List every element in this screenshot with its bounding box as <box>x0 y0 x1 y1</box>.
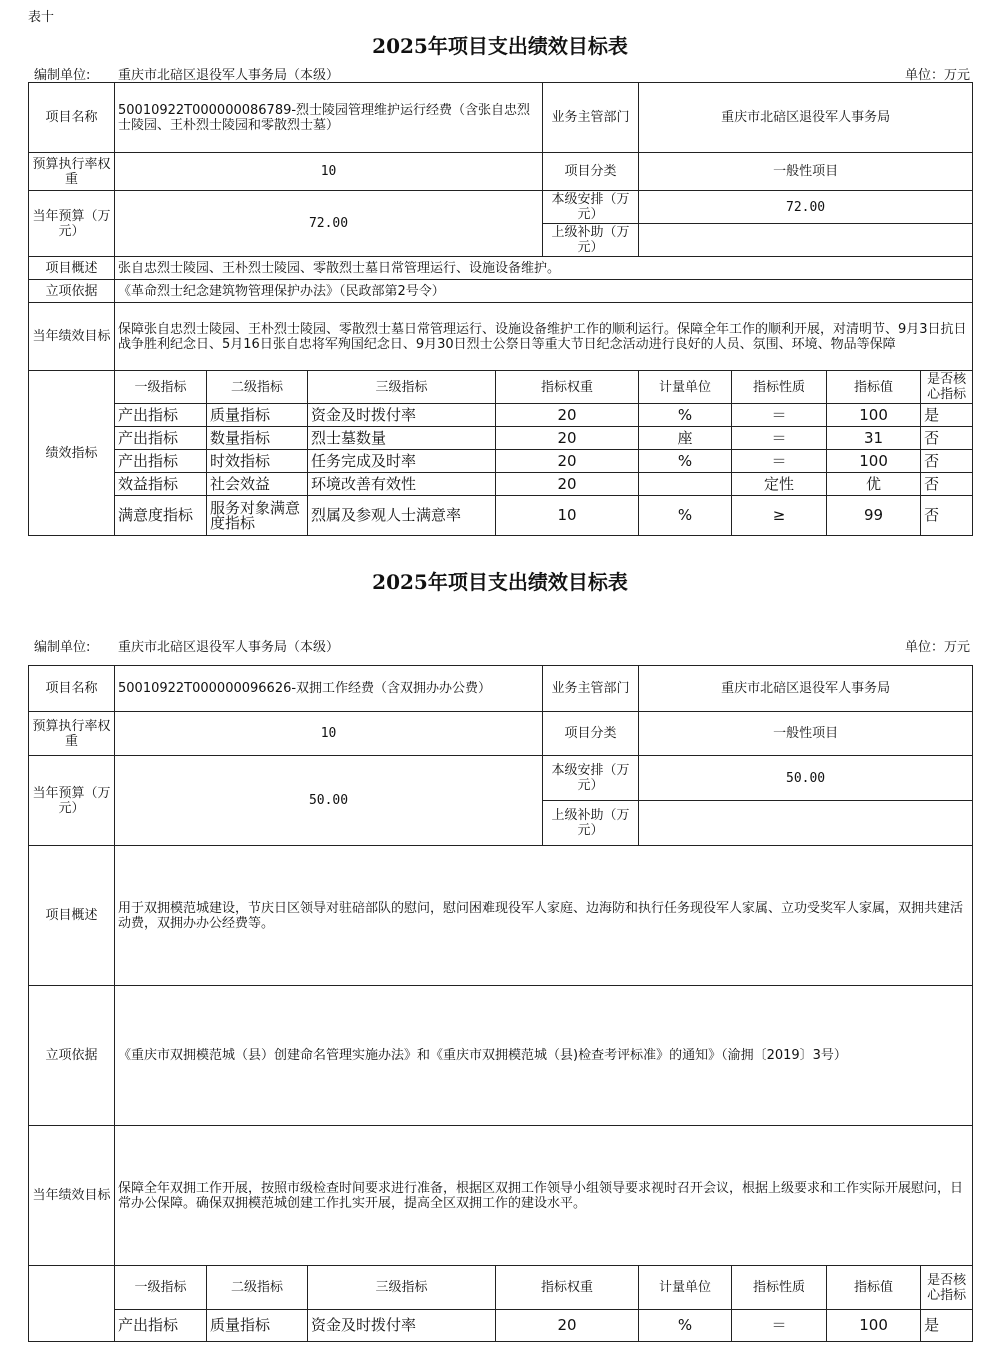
cell-level3: 资金及时拨付率 <box>308 404 496 427</box>
cell-nature: ＝ <box>732 1310 827 1342</box>
cell-level2: 质量指标 <box>207 404 308 427</box>
cell-level1: 产出指标 <box>115 427 207 450</box>
label-upper: 上级补助（万元） <box>543 224 639 257</box>
label-basis: 立项依据 <box>29 280 115 303</box>
label-overview: 项目概述 <box>29 846 115 986</box>
cell-level1: 效益指标 <box>115 473 207 496</box>
cell-level1: 满意度指标 <box>115 496 207 536</box>
project-name: 50010922T000000096626-双拥工作经费（含双拥办办公费） <box>115 666 543 712</box>
upper-value <box>639 224 973 257</box>
overview-value: 用于双拥模范城建设，节庆日区领导对驻碚部队的慰问，慰问困难现役军人家庭、边海防和执行任务现役军人家属、立功受奖军人家属，双拥共建活动费，双拥办办公经费等。 <box>115 846 973 986</box>
project-name: 50010922T000000086789-烈士陵园管理维护运行经费（含张自忠烈士陵园、王朴烈士陵园和零散烈士墓） <box>115 83 543 153</box>
header-weight: 指标权重 <box>496 1266 639 1310</box>
table1-title: 2025年项目支出绩效目标表 <box>372 34 628 58</box>
label-project-name: 项目名称 <box>29 83 115 153</box>
table-row <box>29 1310 973 1342</box>
cell-level1: 产出指标 <box>115 404 207 427</box>
cell-level2: 时效指标 <box>207 450 308 473</box>
cell-unit: % <box>639 450 732 473</box>
category-value: 一般性项目 <box>639 153 973 191</box>
label-local: 本级安排（万元） <box>543 191 639 224</box>
cell-core: 否 <box>921 427 973 450</box>
cell-level3: 任务完成及时率 <box>308 450 496 473</box>
label-local: 本级安排（万元） <box>543 756 639 801</box>
weight-value: 10 <box>115 153 543 191</box>
table2-title: 2025年项目支出绩效目标表 <box>372 570 628 594</box>
cell-level3: 资金及时拨付率 <box>308 1310 496 1342</box>
table2-unit: 单位：万元 <box>904 640 970 655</box>
header-nature: 指标性质 <box>732 371 827 404</box>
table-row <box>29 496 973 536</box>
header-unit: 计量单位 <box>639 371 732 404</box>
table-row <box>29 427 973 450</box>
cell-weight: 10 <box>496 496 639 536</box>
cell-level1: 产出指标 <box>115 1310 207 1342</box>
label-goal: 当年绩效目标 <box>29 1126 115 1266</box>
cell-level2: 服务对象满意度指标 <box>207 496 308 536</box>
label-dept: 业务主管部门 <box>543 666 639 712</box>
cell-level2: 社会效益 <box>207 473 308 496</box>
table2 <box>28 665 973 1342</box>
header-level1: 一级指标 <box>115 371 207 404</box>
cell-nature: ＝ <box>732 427 827 450</box>
label-weight: 预算执行率权重 <box>29 712 115 756</box>
table2-compiler-label: 编制单位: <box>34 640 91 655</box>
header-core: 是否核心指标 <box>921 371 973 404</box>
table-row <box>29 450 973 473</box>
cell-weight: 20 <box>496 404 639 427</box>
cell-unit: 座 <box>639 427 732 450</box>
cell-nature: ＝ <box>732 450 827 473</box>
header-level2: 二级指标 <box>207 371 308 404</box>
cell-value: 100 <box>827 1310 921 1342</box>
table2-compiler-value: 重庆市北碚区退役军人事务局（本级） <box>118 640 340 655</box>
local-value: 72.00 <box>639 191 973 224</box>
table1 <box>28 82 973 536</box>
cell-level3: 烈士墓数量 <box>308 427 496 450</box>
cell-core: 是 <box>921 404 973 427</box>
cell-level2: 质量指标 <box>207 1310 308 1342</box>
table-row <box>29 473 973 496</box>
cell-level3: 环境改善有效性 <box>308 473 496 496</box>
header-weight: 指标权重 <box>496 371 639 404</box>
cell-unit: % <box>639 404 732 427</box>
category-value: 一般性项目 <box>639 712 973 756</box>
budget-value: 72.00 <box>115 191 543 257</box>
header-level2: 二级指标 <box>207 1266 308 1310</box>
label-indicators: 绩效指标 <box>29 371 115 536</box>
cell-weight: 20 <box>496 1310 639 1342</box>
label-weight: 预算执行率权重 <box>29 153 115 191</box>
table1-compiler-value: 重庆市北碚区退役军人事务局（本级） <box>118 68 340 83</box>
label-dept: 业务主管部门 <box>543 83 639 153</box>
goal-value: 保障张自忠烈士陵园、王朴烈士陵园、零散烈士墓日常管理运行、设施设备维护工作的顺利运行。保障全年工作的顺利开展，对清明节、9月3日抗日战争胜利纪念日、5月16日张自忠将军殉国纪念日、9月30日烈士公祭日等重大节日纪念活动进行良好的人员、氛围、环境、物品等保障 <box>115 303 973 371</box>
cell-unit: % <box>639 1310 732 1342</box>
cell-weight: 20 <box>496 427 639 450</box>
cell-weight: 20 <box>496 473 639 496</box>
dept-value: 重庆市北碚区退役军人事务局 <box>639 83 973 153</box>
cell-value: 100 <box>827 450 921 473</box>
cell-nature: ＝ <box>732 404 827 427</box>
cell-value: 100 <box>827 404 921 427</box>
header-core: 是否核心指标 <box>921 1266 973 1310</box>
header-level3: 三级指标 <box>308 1266 496 1310</box>
cell-value: 99 <box>827 496 921 536</box>
label-budget: 当年预算（万元） <box>29 756 115 846</box>
cell-level1: 产出指标 <box>115 450 207 473</box>
label-upper: 上级补助（万元） <box>543 801 639 846</box>
label-category: 项目分类 <box>543 712 639 756</box>
cell-level3: 烈属及参观人士满意率 <box>308 496 496 536</box>
basis-value: 《革命烈士纪念建筑物管理保护办法》（民政部第2号令） <box>115 280 973 303</box>
label-basis: 立项依据 <box>29 986 115 1126</box>
page-label: 表十 <box>28 10 55 25</box>
table-row <box>29 404 973 427</box>
header-level1: 一级指标 <box>115 1266 207 1310</box>
cell-unit <box>639 473 732 496</box>
budget-value: 50.00 <box>115 756 543 846</box>
basis-value: 《重庆市双拥模范城（县）创建命名管理实施办法》和《重庆市双拥模范城（县)检查考评标准》的通知》（渝拥〔2019〕3号） <box>115 986 973 1126</box>
cell-core: 否 <box>921 496 973 536</box>
header-value: 指标值 <box>827 1266 921 1310</box>
indicators-label-cell <box>29 1266 115 1342</box>
label-overview: 项目概述 <box>29 257 115 280</box>
header-value: 指标值 <box>827 371 921 404</box>
cell-core: 是 <box>921 1310 973 1342</box>
overview-value: 张自忠烈士陵园、王朴烈士陵园、零散烈士墓日常管理运行、设施设备维护。 <box>115 257 973 280</box>
header-nature: 指标性质 <box>732 1266 827 1310</box>
cell-weight: 20 <box>496 450 639 473</box>
cell-value: 31 <box>827 427 921 450</box>
table1-unit: 单位：万元 <box>904 68 970 83</box>
cell-nature: 定性 <box>732 473 827 496</box>
label-category: 项目分类 <box>543 153 639 191</box>
cell-value: 优 <box>827 473 921 496</box>
label-budget: 当年预算（万元） <box>29 191 115 257</box>
weight-value: 10 <box>115 712 543 756</box>
dept-value: 重庆市北碚区退役军人事务局 <box>639 666 973 712</box>
local-value: 50.00 <box>639 756 973 801</box>
header-unit: 计量单位 <box>639 1266 732 1310</box>
header-level3: 三级指标 <box>308 371 496 404</box>
label-goal: 当年绩效目标 <box>29 303 115 371</box>
cell-core: 否 <box>921 473 973 496</box>
cell-unit: % <box>639 496 732 536</box>
goal-value: 保障全年双拥工作开展，按照市级检查时间要求进行准备，根据区双拥工作领导小组领导要求视时召开会议，根据上级要求和工作实际开展慰问，日常办公保障。确保双拥模范城创建工作扎实开展，提高全区双拥工作的建设水平。 <box>115 1126 973 1266</box>
cell-core: 否 <box>921 450 973 473</box>
table1-compiler-label: 编制单位: <box>34 68 91 83</box>
upper-value <box>639 801 973 846</box>
cell-nature: ≥ <box>732 496 827 536</box>
cell-level2: 数量指标 <box>207 427 308 450</box>
label-project-name: 项目名称 <box>29 666 115 712</box>
